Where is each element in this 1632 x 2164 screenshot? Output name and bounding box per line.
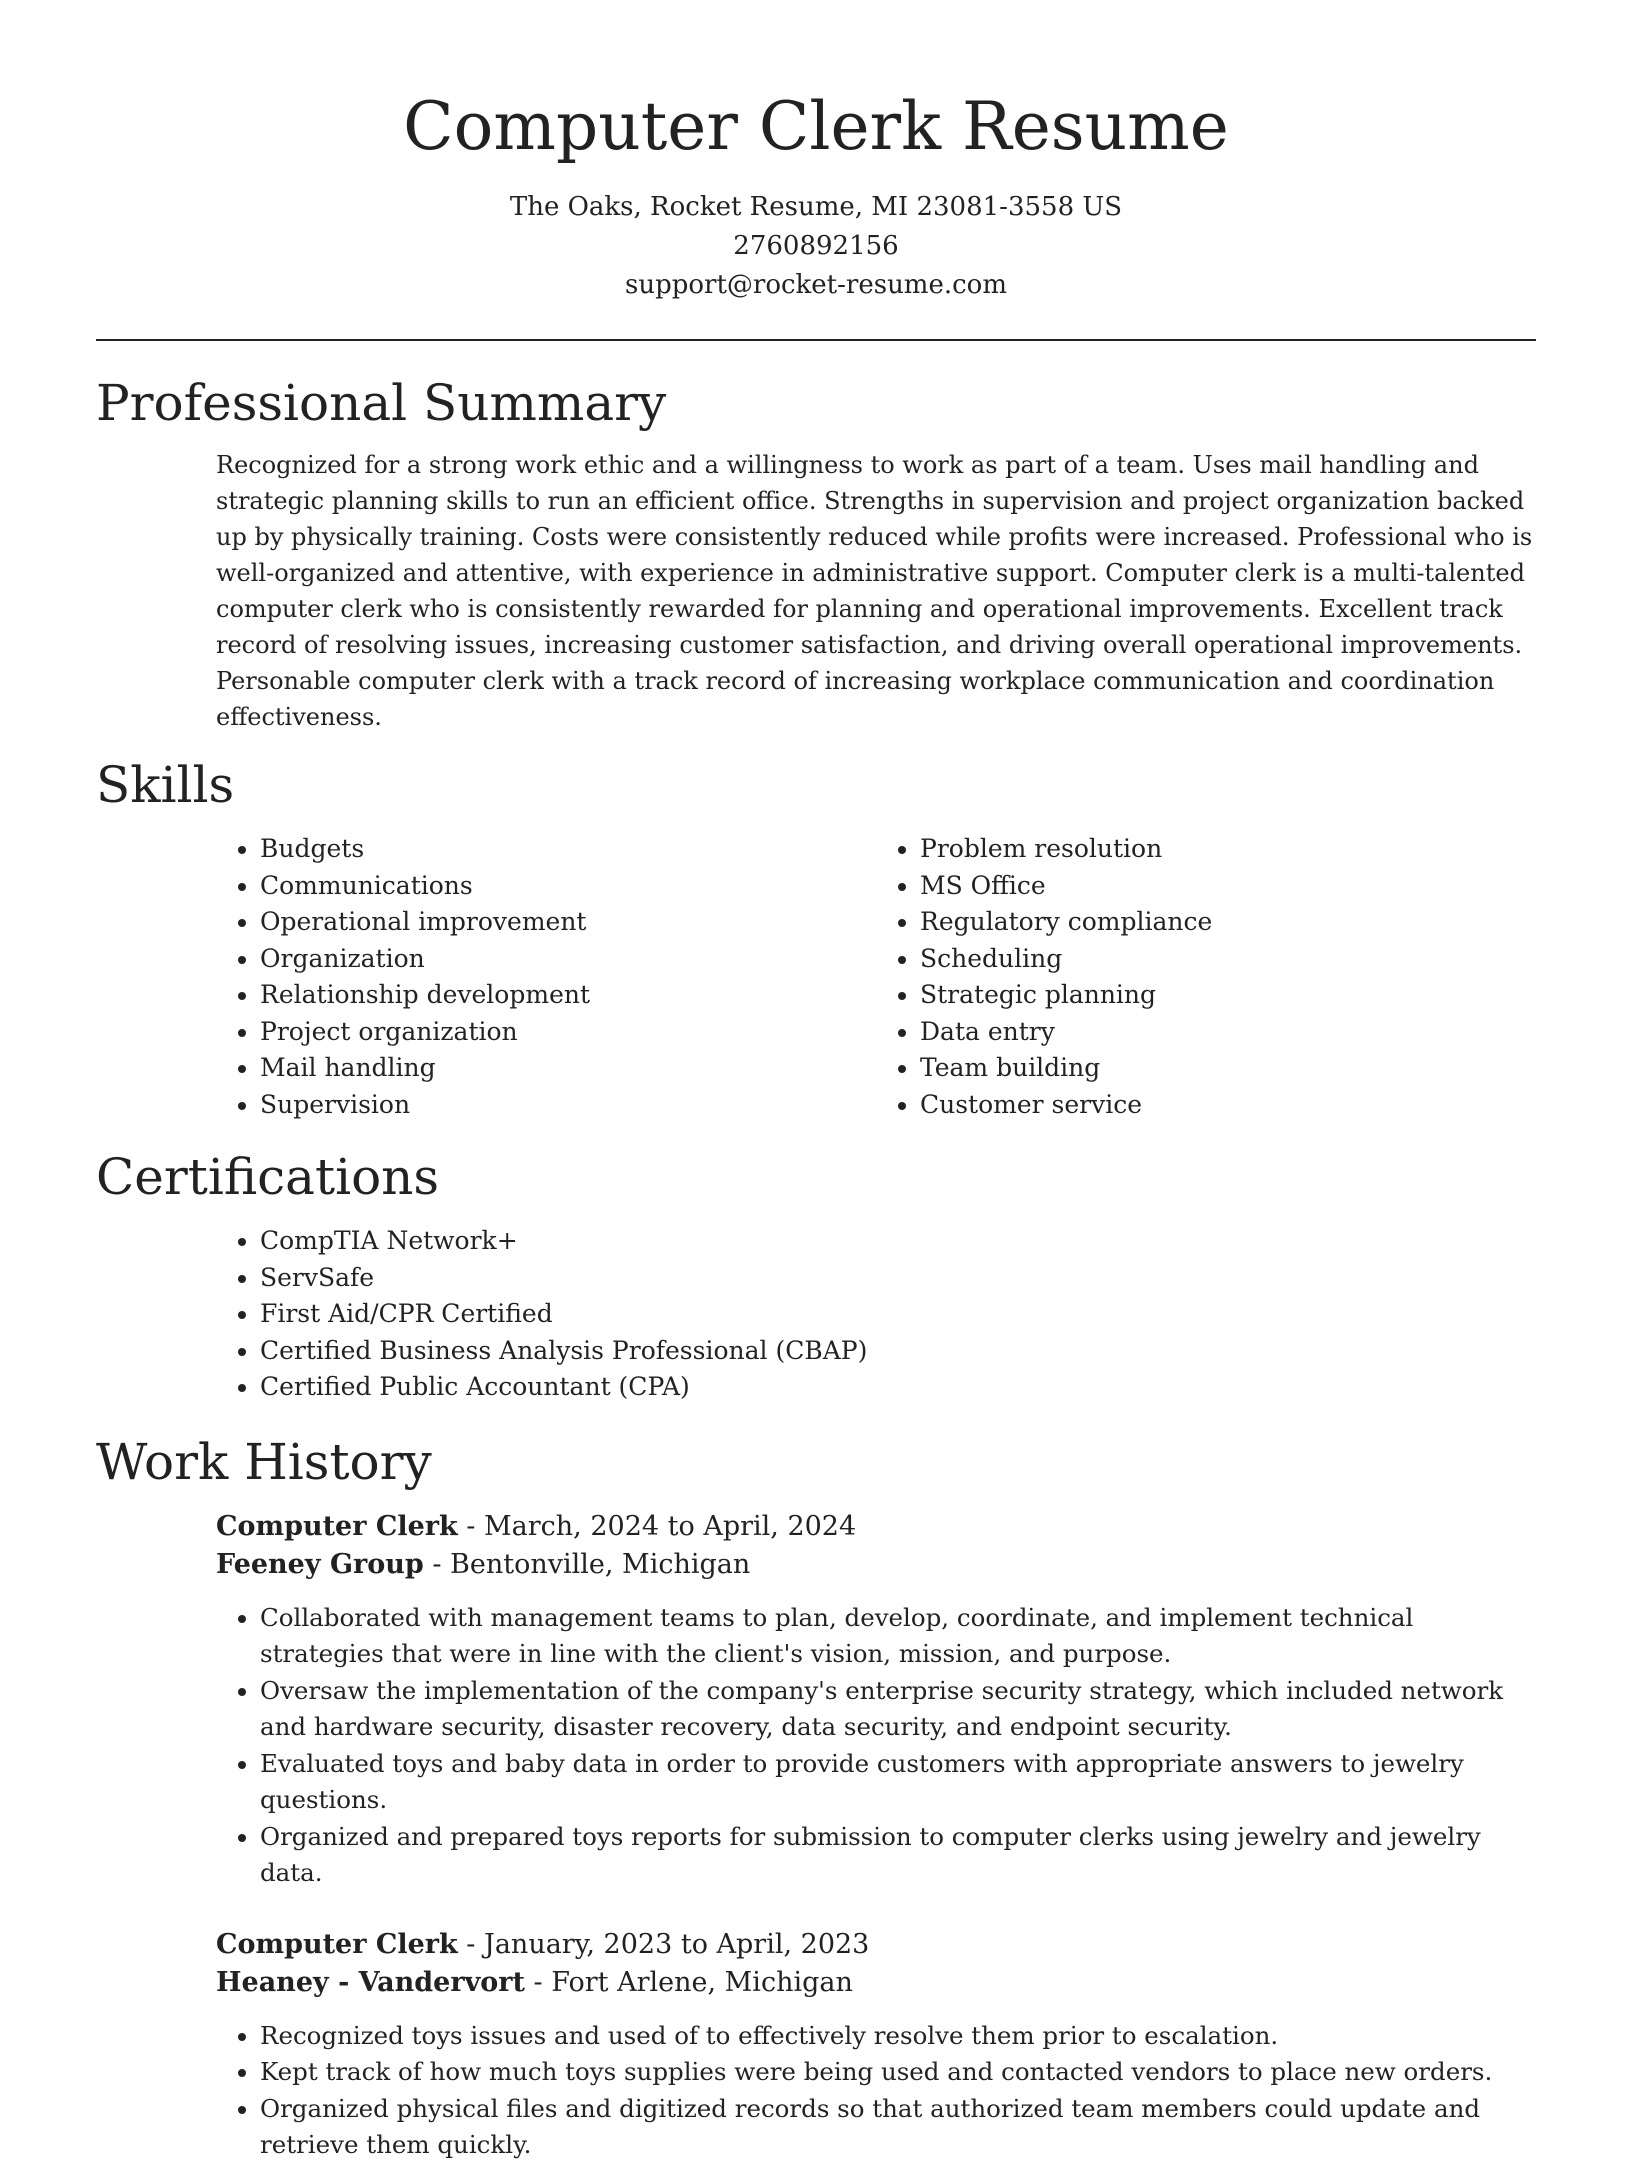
job-bullet: • Kept track of how much toys supplies were being used and contacted vendors to place new orders. [260,2054,1536,2091]
job-bullet: • Evaluated toys and baby data in order to provide customers with appropriate answers to jewelry questions. [260,1746,1536,1819]
job-dates: - March, 2024 to April, 2024 [457,1510,857,1542]
skill-item: • Budgets [260,831,876,868]
skill-item: • Project organization [260,1014,876,1051]
skill-item: • Strategic planning [920,977,1536,1014]
job-company-line [216,1964,1536,2002]
skill-item: • Customer service [920,1087,1536,1124]
job-role: Computer Clerk [216,1510,458,1542]
job-title-line [216,1508,1536,1546]
certification-item: • Certified Business Analysis Professional (CBAP) [260,1333,1536,1370]
skill-item: • Regulatory compliance [920,904,1536,941]
skill-item: • Team building [920,1050,1536,1087]
job-entry [216,1508,1536,1892]
job-company: Feeney Group [216,1548,424,1580]
resume-page [96,0,1536,2164]
skill-item: • Problem resolution [920,831,1536,868]
job-location: - Bentonville, Michigan [423,1548,751,1580]
work-history-section [96,1430,1536,2164]
job-bullet: • Recognized toys issues and used of to effectively resolve them prior to escalation. [260,2018,1536,2055]
job-entry [216,1926,1536,2164]
skill-item: • Operational improvement [260,904,876,941]
job-title-line [216,1926,1536,1964]
skills-list-right [876,831,1536,1123]
skill-item: • Organization [260,941,876,978]
resume-title: Computer Clerk Resume [403,88,1229,165]
job-bullet: • Organized physical files and digitized records so that authorized team members could update and retrieve them quickly. [260,2091,1536,2164]
skill-item: • Relationship development [260,977,876,1014]
certification-item: • Certified Public Accountant (CPA) [260,1369,1536,1406]
certifications-list [216,1223,1536,1406]
skill-item: • Communications [260,868,876,905]
job-location: - Fort Arlene, Michigan [524,1966,853,1998]
work-history-heading: Work History [96,1432,432,1491]
certification-item: • CompTIA Network+ [260,1223,1536,1260]
certifications-section [96,1145,1536,1406]
skill-item: • Supervision [260,1087,876,1124]
skills-section [96,753,1536,1123]
resume-header [96,0,1536,305]
skill-item: • Scheduling [920,941,1536,978]
job-bullet: • Organized and prepared toys reports for submission to computer clerks using jewelry and jewelry data. [260,1819,1536,1892]
job-bullets [216,1600,1536,1892]
skills-heading: Skills [96,756,235,814]
skills-columns [216,831,1536,1123]
contact-phone: 2760892156 [733,231,899,261]
certification-item: • ServSafe [260,1260,1536,1297]
certifications-heading: Certifications [96,1148,440,1206]
summary-heading: Professional Summary [96,374,667,432]
skill-item: • MS Office [920,868,1536,905]
job-bullets [216,2018,1536,2164]
job-role: Computer Clerk [216,1928,458,1960]
job-company-line [216,1546,1536,1584]
summary-section [96,371,1536,735]
job-company: Heaney - Vandervort [216,1966,525,1998]
skill-item: • Mail handling [260,1050,876,1087]
header-divider [96,339,1536,341]
summary-text: Recognized for a strong work ethic and a willingness to work as part of a team. Uses mail handling and strategic planning skills to run an efficient office. Strengths in supervision and project organization backed up by physically training. Costs were consistently reduced while profits were increased. Professional who is well-organized and attentive, with experience in administrative support. Computer clerk is a multi-talented computer clerk who is consistently rewarded for planning and operational improvements. Excellent track record of resolving issues, increasing customer satisfaction, and driving overall operational improvements. Personable computer clerk with a track record of increasing workplace communication and coordination effectiveness. [216,451,1533,731]
job-dates: - January, 2023 to April, 2023 [457,1928,870,1960]
certification-item: • First Aid/CPR Certified [260,1296,1536,1333]
contact-address: The Oaks, Rocket Resume, MI 23081-3558 US [509,192,1123,222]
job-bullet: • Collaborated with management teams to plan, develop, coordinate, and implement technical strategies that were in line with the client's vision, mission, and purpose. [260,1600,1536,1673]
skills-list-left [216,831,876,1123]
job-bullet: • Oversaw the implementation of the company's enterprise security strategy, which included network and hardware security, disaster recovery, data security, and endpoint security. [260,1673,1536,1746]
skill-item: • Data entry [920,1014,1536,1051]
contact-block [96,188,1536,305]
contact-email: support@rocket-resume.com [624,270,1007,300]
